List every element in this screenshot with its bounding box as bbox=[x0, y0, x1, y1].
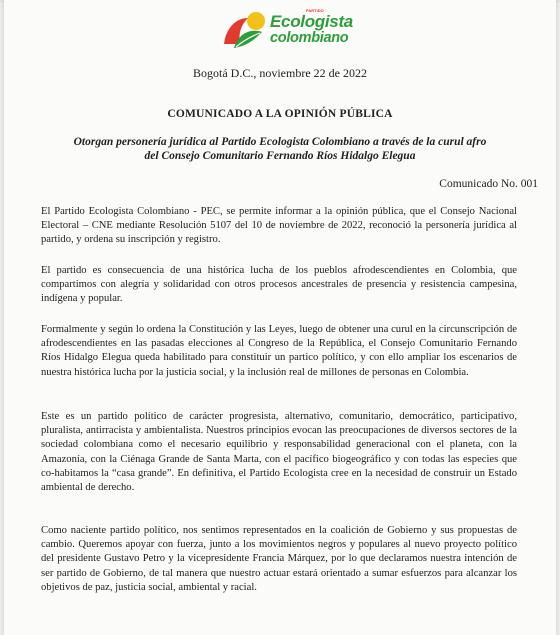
paragraph: Como naciente partido político, nos sentimos representados en la coalición de Gobierno y sus propuestas de cambio. Queremos apoyar con fuerza, junto a los movimientos negros y populares al nuevo proyecto político del presidente Gustavo Petro y la vicepresidente Francia Márquez, por lo que declaramos nuestra intención de ser partido de Gobierno, de tal manera que nuestro actuar estará orientado a sumar esfuerzos para alcanzar los objetivos de paz, justicia social, ambiental y racial. bbox=[41, 525, 517, 593]
paragraph: Este es un partido político de carácter progresista, alternativo, comunitario, democrático, participativo, pluralista, antirracista y ambientalista. Nuestros principios evocan las preocupaciones de diversos sectores de la sociedad colombiana como el necesario equilibrio y responsabilidad generacional con el planeta, con la Amazonía, con la Ciénaga Grande de Santa Marta, con el pacífico biogeográfico y con todas las especies que co-habitamos la “casa grande”. En definitiva, el Partido Ecologista cree en la necesidad de construir un Estado ambiental de derecho. bbox=[41, 411, 517, 494]
paragraph: El partido es consecuencia de una histórica lucha de los pueblos afrodescendientes en Colombia, que compartimos con alegría y solidaridad con otros procesos ancestrales de presencia y resistencia campesina, indígena y popular. bbox=[41, 265, 517, 305]
dateline: Bogotá D.C., noviembre 22 de 2022 bbox=[193, 66, 367, 80]
party-logo bbox=[220, 6, 360, 56]
party-emblem-icon bbox=[220, 8, 272, 52]
communique-number: Comunicado No. 001 bbox=[439, 178, 538, 190]
logo-line-1: Ecologista bbox=[270, 12, 353, 31]
logo-line-2: colombiano bbox=[270, 30, 349, 46]
paragraph: Formalmente y según lo ordena la Constitución y las Leyes, luego de obtener una curul en la circunscripción de afrodescendientes en las pasadas elecciones al Congreso de la República, el Consejo Comunitario Fernando Ríos Hidalgo Elegua queda habilitado para constituir un partico político, y con ello ampliar los escenarios de nuestra histórica lucha por la justicia social, y la inclusión real de millones de personas en Colombia. bbox=[41, 324, 517, 378]
paragraph: El Partido Ecologista Colombiano - PEC, se permite informar a la opinión pública, que el Consejo Nacional Electoral – CNE mediante Resolución 5107 del 10 de noviembre de 2022, reconoció la personería jurídica al partido, y ordena su inscripción y registro. bbox=[41, 206, 517, 246]
logo-small-text: PARTIDO bbox=[306, 8, 324, 13]
document-subtitle: Otorgan personería jurídica al Partido Ecologista Colombiano a través de la curul afro del Consejo Comunitario Fernando Ríos Hidalgo Elegua bbox=[73, 136, 487, 162]
document-title: COMUNICADO A LA OPINIÓN PÚBLICA bbox=[167, 108, 393, 120]
